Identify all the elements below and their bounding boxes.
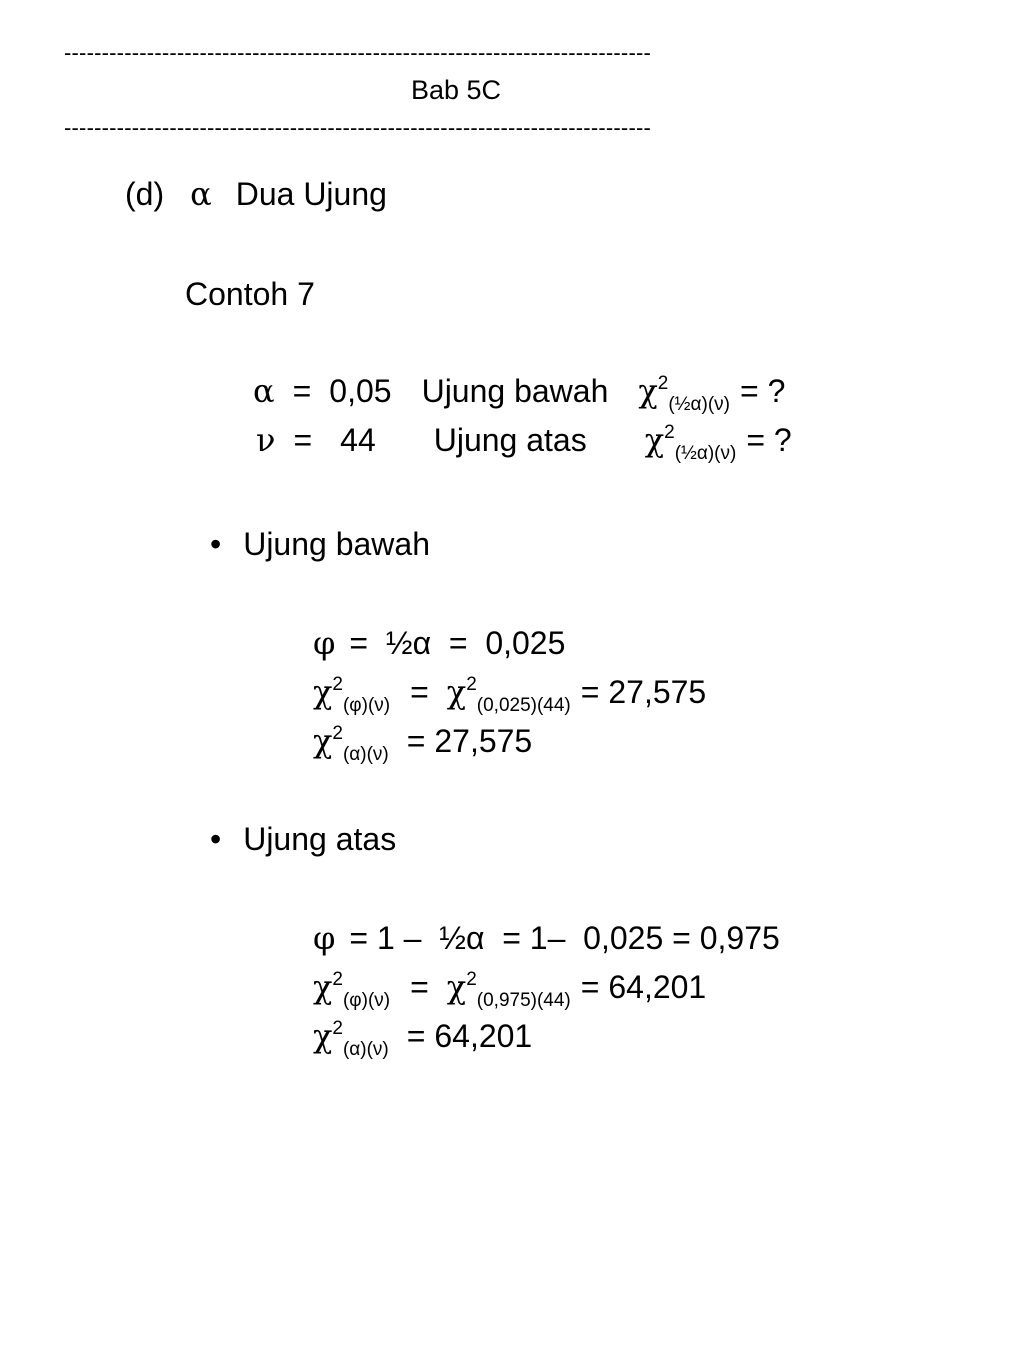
lower-phi-line — [313, 624, 566, 662]
section-title: Dua Ujung — [235, 176, 387, 212]
given-value: 44 — [340, 422, 376, 458]
bullet: • — [210, 526, 222, 562]
header-rule-bottom: ------------------------------------------------------------------------------ — [64, 115, 652, 140]
chi-superscript: 2 — [657, 373, 669, 394]
chi-result: = 64,201 — [580, 969, 707, 1005]
given-result: = ? — [746, 422, 792, 458]
header-rule-top: ------------------------------------------------------------------------------ — [64, 40, 652, 65]
chi-superscript: 2 — [332, 723, 343, 744]
chi-subscript: (½α)(ν) — [674, 443, 737, 464]
chi-result: = 27,575 — [406, 723, 533, 759]
given-symbol: α — [253, 372, 275, 410]
chi-symbol: χ — [446, 968, 467, 1006]
chi-eq: = — [410, 969, 429, 1005]
phi-expression: = 1 – ½α = 1– 0,025 = 0,975 — [349, 920, 780, 956]
chi-superscript: 2 — [332, 674, 343, 695]
phi-symbol: φ — [313, 624, 336, 662]
given-label: Ujung bawah — [421, 373, 609, 409]
lower-heading-text: Ujung bawah — [243, 526, 430, 562]
chi-result: = 64,201 — [406, 1018, 533, 1054]
chi-subscript: (0,025)(44) — [476, 695, 571, 716]
chi-symbol: χ — [313, 1017, 333, 1055]
chi-symbol: χ — [313, 968, 333, 1006]
upper-heading — [210, 823, 396, 855]
upper-heading-text: Ujung atas — [243, 821, 397, 857]
given-line-alpha — [253, 372, 786, 415]
chi-subscript: (φ)(ν) — [342, 990, 391, 1011]
lower-heading — [210, 528, 430, 560]
chi-superscript: 2 — [466, 969, 477, 990]
given-symbol: ν — [256, 421, 276, 459]
given-eq: = — [293, 422, 313, 458]
section-heading — [125, 175, 387, 213]
chi-subscript: (α)(ν) — [342, 1039, 389, 1060]
chi-symbol: χ — [313, 722, 333, 760]
bullet: • — [210, 821, 222, 857]
upper-chi-line-1 — [313, 968, 707, 1011]
chi-symbol: χ — [313, 673, 333, 711]
chi-subscript: (½α)(ν) — [668, 394, 730, 415]
upper-chi-line-2 — [313, 1017, 533, 1060]
example-title: Contoh 7 — [185, 276, 315, 312]
chi-subscript: (φ)(ν) — [342, 695, 391, 716]
given-eq: = — [292, 373, 312, 409]
chi-superscript: 2 — [466, 674, 477, 695]
chi-symbol: χ — [638, 372, 658, 410]
chi-symbol: χ — [644, 421, 665, 459]
section-label: (d) — [125, 176, 165, 212]
given-value: 0,05 — [329, 373, 392, 409]
given-result: = ? — [739, 373, 786, 409]
chi-superscript: 2 — [332, 1018, 343, 1039]
given-label: Ujung atas — [433, 422, 587, 458]
chi-subscript: (0,975)(44) — [476, 990, 571, 1011]
page-title: Bab 5C — [411, 75, 502, 105]
chi-superscript: 2 — [664, 422, 675, 443]
given-line-nu — [256, 421, 792, 464]
phi-symbol: φ — [313, 919, 336, 957]
chi-superscript: 2 — [332, 969, 343, 990]
chi-symbol: χ — [446, 673, 467, 711]
lower-chi-line-1 — [313, 673, 707, 716]
alpha-symbol: α — [190, 175, 212, 213]
chi-subscript: (α)(ν) — [342, 744, 389, 765]
chi-eq: = — [410, 674, 429, 710]
upper-phi-line — [313, 919, 780, 957]
phi-expression: = ½α = 0,025 — [349, 625, 566, 661]
lower-chi-line-2 — [313, 722, 533, 765]
chi-result: = 27,575 — [580, 674, 707, 710]
